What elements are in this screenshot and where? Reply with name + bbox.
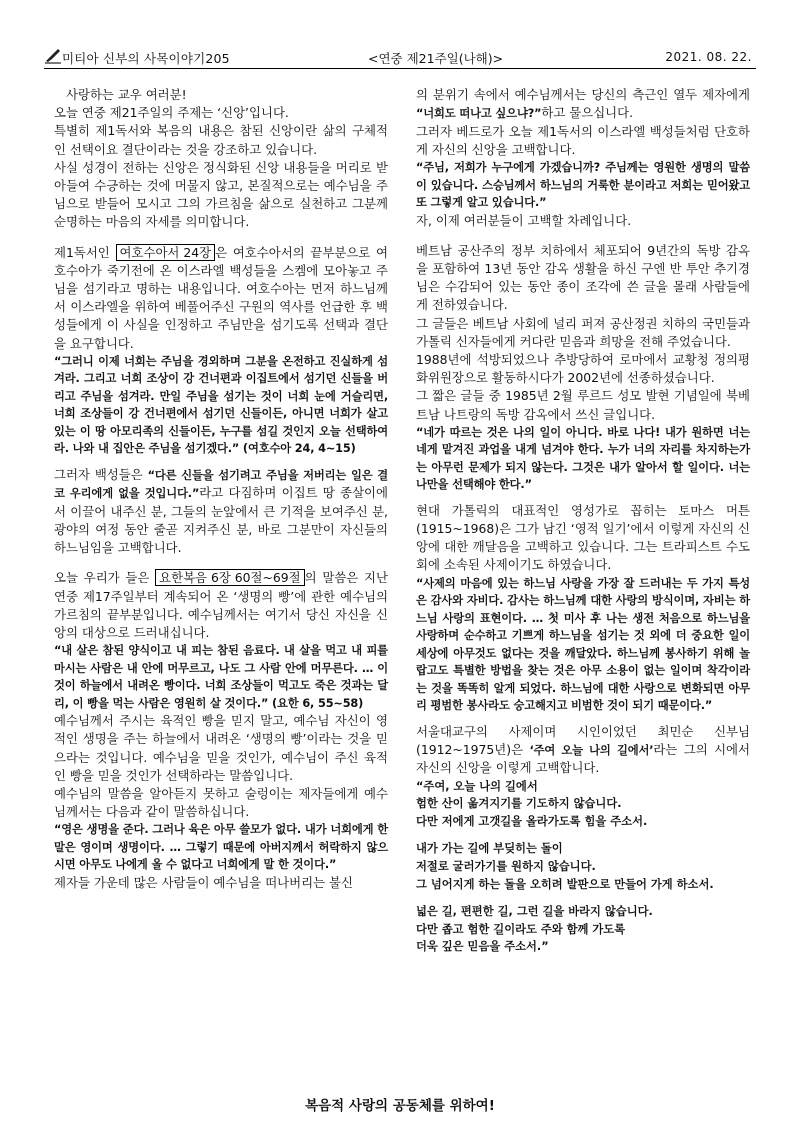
quote: “네가 따르는 것은 나의 일이 아니다. 바로 나다! 내가 원하면 너는 네게 맡겨진 과업을 내게 넘겨야 한다. 누가 너의 자리를 차지하는가는 아무런 문제가 되지 않는다. 그것은 내가 알아서 할 일이다. 너는 나만을 선택해야 한다.”	[416, 425, 750, 492]
paragraph: 그 글들은 베트남 사회에 널리 퍼져 공산정권 치하의 국민들과 가톨릭 신자들에게 커다란 믿음과 희망을 전해 주었습니다.	[416, 315, 750, 349]
paragraph: 의 분위기 속에서 예수님께서는 당신의 측근인 열두 제자에게 “너희도 떠나고 싶으냐?”하고 물으십니다.	[416, 87, 750, 121]
quote: “사제의 마음에 있는 하느님 사랑을 가장 잘 드러내는 두 가지 특성은 감사와 자비다. 감사는 하느님께 대한 사랑의 방식이며, 자비는 하느님 사랑의 표현이다. … 첫 미사 후 나는 생전 처음으로 하느님을 사랑하며 순수하고 기쁘게 하느님을 섬기는 것 외에 더 중요한 일이 세상에 아무것도 없다는 것을 깨달았다. 하느님께 봉사하기 위해 놀랍고도 특별한 방법을 찾는 것은 아무 소용이 없는 일이며 착각이라는 것을 똑똑히 알게 되었다. 하느님에 대한 사랑으로 변화되면 아무리 평범한 봉사라도 숭고해지고 비범한 것이 되기 때문이다.”	[416, 576, 750, 713]
paragraph: 베트남 공산주의 정부 치하에서 체포되어 9년간의 독방 감옥을 포함하여 13년 동안 감옥 생활을 하신 구엔 반 투안 추기경님은 수감되어 있는 동안 종이 조각에 쓴 글을 몰래 사람들에게 전하였습니다.	[416, 242, 750, 313]
poem-stanza: “주여, 오늘 나의 길에서 험한 산이 옮겨지기를 기도하지 않습니다. 다만 저에게 고갯길을 올라가도록 힘을 주소서.	[416, 779, 648, 828]
scripture-reference-box: 요한복음 6장 60절~69절	[155, 569, 304, 586]
paragraph: 오늘 연중 제21주일의 주제는 ‘신앙’입니다.	[54, 105, 289, 121]
paragraph: 그러자 베드로가 오늘 제1독서의 이스라엘 백성들처럼 단호하게 자신의 신앙을 고백합니다.	[416, 123, 750, 157]
header-date: 2021. 08. 22.	[665, 50, 752, 64]
paragraph: 그 짧은 글들 중 1985년 2월 루르드 성모 발현 기념일에 북베트남 나트랑의 독방 감옥에서 쓰신 글입니다.	[416, 388, 750, 422]
paragraph: 예수님의 말씀을 알아듣지 못하고 술렁이는 제자들에게 예수님께서는 다음과 같이 말씀하십니다.	[54, 786, 388, 820]
poem	[416, 778, 750, 956]
greeting: 사랑하는 교우 여러분!	[66, 87, 187, 102]
scripture-quote: “주님, 저희가 누구에게 가겠습니까? 주님께는 영원한 생명의 말씀이 있습니다. 스승님께서 하느님의 거룩한 분이라고 저희는 믿어왔고 또 그렇게 알고 있습니다.”	[416, 161, 750, 210]
scripture-quote: “영은 생명을 준다. 그러나 육은 아무 쓸모가 없다. 내가 너희에게 한 말은 영이며 생명이다. … 그렇기 때문에 아버지께서 허락하지 않으시면 아무도 나에게 올 수 없다고 너희에게 말 한 것이다.”	[54, 823, 388, 872]
scripture-reference-box: 여호수아서 24장	[116, 244, 216, 261]
paragraph: 예수님께서 주시는 육적인 빵을 믿지 말고, 예수님 자신이 영적인 생명을 주는 하늘에서 내려온 ‘생명의 빵’이라는 것을 믿으라는 것입니다. 예수님을 믿을 것인가, 예수님이 주신 육적인 빵을 믿을 것인가 선택하라는 말씀입니다.	[54, 713, 388, 783]
paragraph: 1988년에 석방되었으나 추방당하여 로마에서 교황청 정의평화위원장으로 활동하시다가 2002년에 선종하셨습니다.	[416, 352, 750, 386]
poem-stanza: 내가 가는 길에 부딪히는 돌이 저절로 굴러가기를 원하지 않습니다. 그 넘어지게 하는 돌을 오히려 발판으로 만들어 가게 하소서.	[416, 842, 714, 891]
paragraph: 오늘 우리가 들은 요한복음 6장 60절~69절 의 말씀은 지난 연중 제17주일부터 계속되어 온 ‘생명의 빵’에 관한 예수님의 가르침의 끝부분입니다. 예수님께서는 여기서 당신 자신을 신앙의 대상으로 드러내십니다.	[54, 570, 388, 641]
writing-hand-icon	[44, 46, 62, 64]
paragraph: 서울대교구의 사제이며 시인이었던 최민순 신부님(1912~1975년)은 ‘주여 오늘 나의 길에서’라는 그의 시에서 자신의 신앙을 이렇게 고백합니다.	[416, 723, 750, 776]
header-liturgy: <연중 제21주일(나해)>	[368, 51, 504, 66]
right-column	[416, 86, 750, 966]
scripture-quote: “내 살은 참된 양식이고 내 피는 참된 음료다. 내 살을 먹고 내 피를 마시는 사람은 내 안에 머무르고, 나도 그 사람 안에 머무른다. … 이것이 하늘에서 내려온 빵이다. 너희 조상들이 먹고도 죽은 것과는 달리, 이 빵을 먹는 사람은 영원히 살 것이다.” (요한 6, 55~58)	[54, 644, 388, 710]
poem-stanza: 넓은 길, 편편한 길, 그런 길을 바라지 않습니다. 다만 좁고 험한 길이라도 주와 함께 가도록 더욱 깊은 믿음을 주소서.”	[416, 905, 653, 954]
header-title: 미티아 신부의 사목이야기205	[62, 51, 230, 66]
footer-motto: 복음적 사랑의 공동체를 위하여!	[305, 1098, 495, 1114]
page-header	[44, 46, 756, 69]
left-column	[54, 86, 388, 892]
paragraph: 자, 이제 여러분들이 고백할 차례입니다.	[416, 212, 632, 228]
paragraph: 그러자 백성들은 “다른 신들을 섬기려고 주님을 저버리는 일은 결코 우리에게 없을 것입니다.”라고 다짐하며 이집트 땅 종살이에서 이끌어 내주신 분, 그들의 눈앞에서 큰 기적을 보여주신 분, 광야의 여정 동안 줄곧 지켜주신 분, 바로 그분만이 자신들의 하느님임을 고백합니다.	[54, 466, 389, 556]
paragraph: 특별히 제1독서와 복음의 내용은 참된 신앙이란 삶의 구체적인 선택이요 결단이라는 것을 강조하고 있습니다.	[54, 123, 388, 157]
scripture-quote: “그러니 이제 너희는 주님을 경외하며 그분을 온전하고 진실하게 섬겨라. 그리고 너희 조상이 강 건너편과 이집트에서 섬기던 신들을 버리고 주님을 섬겨라. 만일 주님을 섬기는 것이 너희 눈에 거슬리면, 너희 조상들이 강 건너편에서 섬기던 신들이든, 아니면 너희가 살고 있는 이 땅 아모리족의 신들이든, 누구를 섬길 것인지 오늘 선택하여라. 나와 내 집안은 주님을 섬기겠다.” (여호수아 24, 4~15)	[54, 354, 388, 456]
paragraph: 제1독서인 여호수아서 24장 은 여호수아서의 끝부분으로 여호수아가 죽기전에 온 이스라엘 백성들을 스켐에 모아놓고 주님을 섬기라고 명하는 내용입니다. 여호수아는 먼저 하느님께서 이스라엘을 위하여 베풀어주신 구원의 역사를 언급한 후 백성들에게 이 사실을 인정하고 주님만을 섬기도록 선택과 결단을 요구합니다.	[54, 244, 389, 351]
paragraph: 제자들 가운데 많은 사람들이 예수님을 떠나버리는 불신	[54, 874, 353, 890]
paragraph: 사실 성경이 전하는 신앙은 정식화된 신앙 내용들을 머리로 받아들여 수긍하는 것에 머물지 않고, 본질적으로는 예수님을 주님으로 받들어 모시고 그의 가르침을 삶으로 실천하고 그분께 순명하는 마음의 자세를 의미합니다.	[54, 159, 388, 230]
paragraph: 현대 가톨릭의 대표적인 영성가로 꼽히는 토마스 머튼(1915~1968)은 그가 남긴 ‘영적 일기’에서 이렇게 자신의 신앙에 대한 깨달음을 고백하고 있습니다. 그는 트라피스트 수도회에 소속된 사제이기도 하였습니다.	[416, 502, 751, 573]
